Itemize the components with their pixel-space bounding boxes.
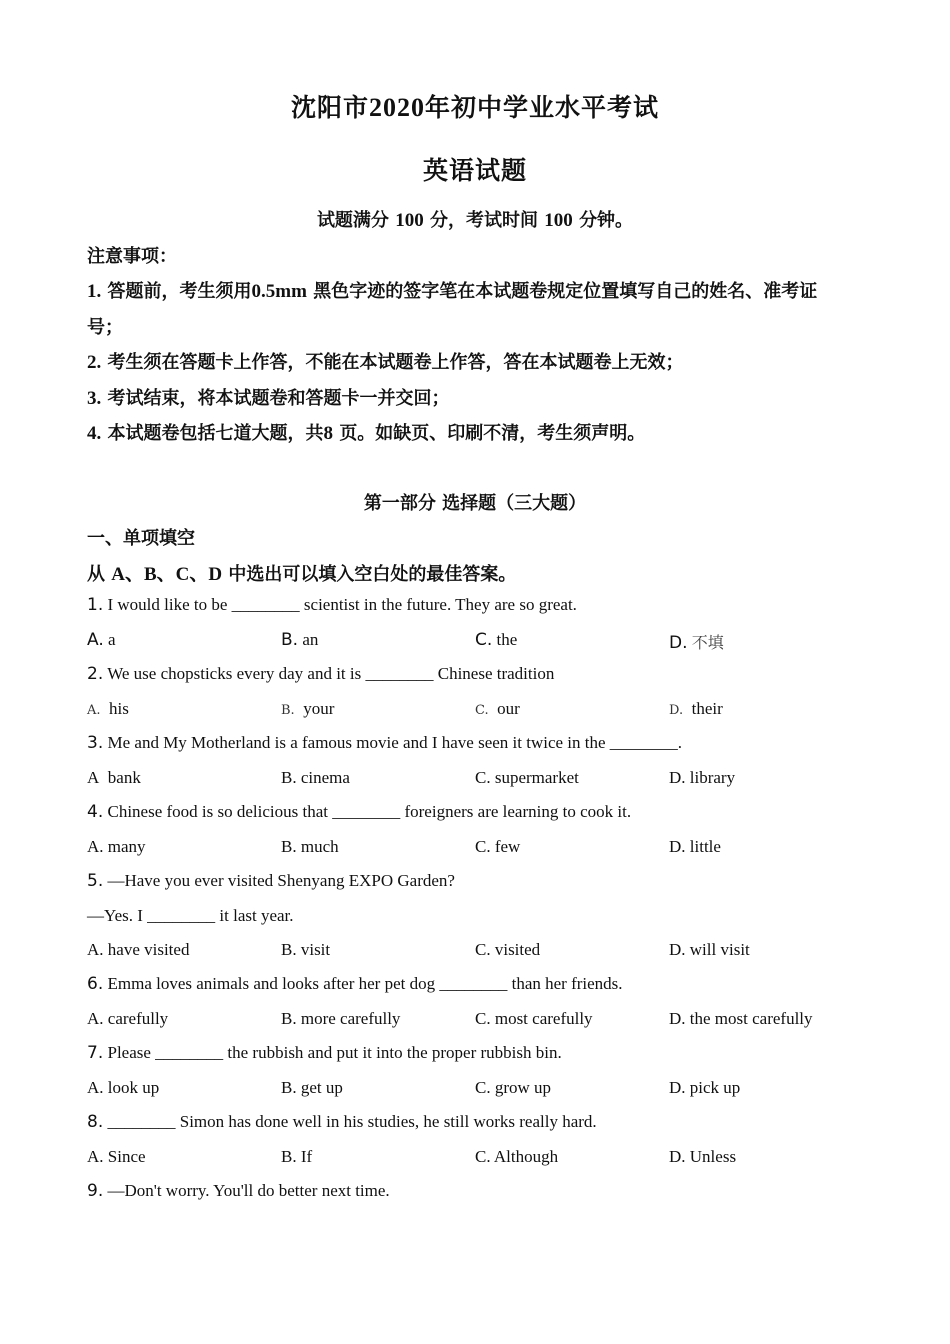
question-3 <box>87 733 867 753</box>
option-text: few <box>494 837 521 856</box>
option-a[interactable] <box>87 1009 168 1029</box>
info-text-b: 分，考试时间 <box>430 210 538 231</box>
option-letter: C. <box>475 837 491 856</box>
option-letter: B. <box>281 768 297 787</box>
option-text: carefully <box>107 1009 169 1028</box>
option-letter: D. <box>669 1009 686 1028</box>
question-number: 3. <box>87 733 104 753</box>
question-5-reply: —Yes. I ________ it last year. <box>87 906 294 925</box>
note-1-text-a: 答题前，考生须用 <box>107 281 252 302</box>
question-4-options <box>87 837 867 861</box>
instruction-text-a: 从 <box>87 564 105 585</box>
option-letter: D. <box>669 837 686 856</box>
section-instruction <box>87 559 867 586</box>
question-5-options <box>87 940 867 964</box>
option-letter: D. <box>669 940 686 959</box>
info-time: 100 <box>544 210 573 231</box>
option-b[interactable] <box>281 630 318 650</box>
option-a[interactable] <box>87 699 129 719</box>
option-text: the most carefully <box>689 1009 813 1028</box>
option-text: Since <box>107 1147 146 1166</box>
note-2-text: 考生须在答题卡上作答，不能在本试题卷上作答，答在本试题卷上无效； <box>107 352 684 373</box>
option-c[interactable] <box>475 699 520 719</box>
option-d[interactable] <box>669 1009 813 1029</box>
option-letter: B. <box>281 703 295 718</box>
option-text: our <box>497 699 520 718</box>
option-letter: A. <box>87 1147 104 1166</box>
note-4 <box>87 419 867 445</box>
option-text: a <box>107 630 116 649</box>
option-letter: C. <box>475 940 491 959</box>
option-text: more carefully <box>300 1009 401 1028</box>
note-2-number: 2. <box>87 352 102 373</box>
option-d[interactable] <box>669 1078 740 1098</box>
question-7-options <box>87 1078 867 1102</box>
option-text: his <box>109 699 129 718</box>
option-text: their <box>691 699 723 718</box>
option-a[interactable] <box>87 1147 146 1167</box>
option-text: visited <box>494 940 541 959</box>
question-text: Please ________ the rubbish and put it into the proper rubbish bin. <box>107 1043 562 1062</box>
question-number: 6. <box>87 974 104 994</box>
question-1 <box>87 595 867 615</box>
section-heading: 一、单项填空 <box>87 528 195 549</box>
note-4-number: 4. <box>87 423 102 444</box>
question-text: We use chopsticks every day and it is ________ Chinese tradition <box>107 664 555 683</box>
option-a[interactable] <box>87 940 189 960</box>
option-letter: B. <box>281 1078 297 1097</box>
option-letter: C. <box>475 630 493 650</box>
question-6 <box>87 974 867 994</box>
option-d[interactable] <box>669 837 721 857</box>
option-c[interactable] <box>475 1078 551 1098</box>
note-4-text-b: 页。如缺页、印刷不清，考生须声明。 <box>339 423 646 444</box>
note-3-number: 3. <box>87 388 102 409</box>
question-text: Me and My Motherland is a famous movie and I have seen it twice in the ________. <box>107 733 683 752</box>
option-a[interactable] <box>87 1078 159 1098</box>
option-letter: B. <box>281 837 297 856</box>
option-text: If <box>300 1147 313 1166</box>
question-9 <box>87 1181 867 1201</box>
option-a[interactable] <box>87 837 146 857</box>
note-1-mm: 0.5mm <box>251 281 307 302</box>
note-1 <box>87 277 867 303</box>
question-text: —Have you ever visited Shenyang EXPO Garden? <box>107 871 455 890</box>
question-8-options <box>87 1147 867 1171</box>
title-city: 沈阳市 <box>290 93 369 122</box>
option-letter: A. <box>87 940 104 959</box>
option-text: your <box>303 699 335 718</box>
note-4-pages: 8 <box>323 423 334 444</box>
option-b[interactable] <box>281 940 330 960</box>
option-c[interactable] <box>475 1009 593 1029</box>
option-b[interactable] <box>281 1078 343 1098</box>
option-text: will visit <box>689 940 750 959</box>
question-6-options <box>87 1009 867 1033</box>
question-2-options <box>87 699 867 723</box>
option-text: Unless <box>689 1147 737 1166</box>
option-text: cinema <box>300 768 350 787</box>
question-number: 2. <box>87 664 104 684</box>
option-letter: A <box>87 768 100 787</box>
option-b[interactable] <box>281 699 334 719</box>
option-a[interactable] <box>87 630 116 650</box>
question-number: 5. <box>87 871 104 891</box>
option-letter: B. <box>281 1147 297 1166</box>
option-text: look up <box>107 1078 160 1097</box>
info-text-a: 试题满分 <box>316 210 389 231</box>
option-b[interactable] <box>281 1147 312 1167</box>
part-title: 第一部分 选择题（三大题） <box>363 493 587 514</box>
note-1-number: 1. <box>87 281 102 302</box>
option-b[interactable] <box>281 837 339 857</box>
note-2 <box>87 348 867 374</box>
question-text: —Don't worry. You'll do better next time. <box>107 1181 390 1200</box>
question-3-options <box>87 768 867 792</box>
option-letter: D. <box>669 633 688 653</box>
note-3 <box>87 384 867 410</box>
option-text: bank <box>107 768 141 787</box>
note-4-text-a: 本试题卷包括七道大题，共 <box>107 423 324 444</box>
option-text: much <box>300 837 339 856</box>
exam-subtitle: 英语试题 <box>422 156 527 185</box>
option-b[interactable] <box>281 1009 400 1029</box>
question-text: Emma loves animals and looks after her pet dog ________ than her friends. <box>107 974 623 993</box>
question-number: 7. <box>87 1043 104 1063</box>
question-4 <box>87 802 867 822</box>
option-letter: C. <box>475 1078 491 1097</box>
option-letter: C. <box>475 703 489 718</box>
info-score: 100 <box>395 210 424 231</box>
option-letter: A. <box>87 703 101 718</box>
note-1-continued: 号； <box>87 317 123 338</box>
question-7 <box>87 1043 867 1063</box>
question-5 <box>87 871 867 891</box>
notes-heading: 注意事项： <box>87 246 177 267</box>
option-text: the <box>496 630 518 649</box>
title-year: 2020 <box>369 93 425 122</box>
option-letter: B. <box>281 940 297 959</box>
option-letter: D. <box>669 1147 686 1166</box>
option-letter: C. <box>475 768 491 787</box>
exam-info <box>0 206 950 232</box>
option-c[interactable] <box>475 940 540 960</box>
note-1-text-b: 黑色字迹的签字笔在本试题卷规定位置填写自己的姓名、准考证 <box>313 281 818 302</box>
option-letter: B. <box>281 1009 297 1028</box>
question-number: 4. <box>87 802 104 822</box>
option-letter: D. <box>669 768 686 787</box>
option-text: pick up <box>689 1078 741 1097</box>
title-rest: 年初中学业水平考试 <box>425 93 660 122</box>
instruction-letters: A、B、C、D <box>111 564 223 585</box>
option-c[interactable] <box>475 630 517 650</box>
option-letter: D. <box>669 1078 686 1097</box>
option-d[interactable] <box>669 1147 736 1167</box>
option-letter: C. <box>475 1009 491 1028</box>
option-letter: B. <box>281 630 299 650</box>
option-d[interactable] <box>669 768 735 788</box>
option-text: 不填 <box>691 633 724 652</box>
option-text: most carefully <box>494 1009 593 1028</box>
option-text: library <box>689 768 736 787</box>
option-text: grow up <box>494 1078 552 1097</box>
option-c[interactable] <box>475 768 579 788</box>
option-letter: A. <box>87 1009 104 1028</box>
question-text: Chinese food is so delicious that ________ foreigners are learning to cook it. <box>107 802 632 821</box>
question-number: 1. <box>87 595 104 615</box>
option-c[interactable] <box>475 1147 558 1167</box>
option-text: visit <box>300 940 331 959</box>
option-c[interactable] <box>475 837 520 857</box>
question-number: 8. <box>87 1112 104 1132</box>
option-text: Although <box>493 1147 559 1166</box>
instruction-text-b: 中选出可以填入空白处的最佳答案。 <box>228 564 517 585</box>
option-text: have visited <box>107 940 190 959</box>
option-letter: A. <box>87 837 104 856</box>
option-text: get up <box>300 1078 343 1097</box>
option-b[interactable] <box>281 768 350 788</box>
option-letter: A. <box>87 630 104 650</box>
option-d[interactable] <box>669 630 724 653</box>
option-text: supermarket <box>494 768 579 787</box>
info-text-c: 分钟。 <box>579 210 634 231</box>
option-letter: C. <box>475 1147 491 1166</box>
option-d[interactable] <box>669 940 750 960</box>
question-text: I would like to be ________ scientist in the future. They are so great. <box>107 595 577 614</box>
question-number: 9. <box>87 1181 104 1201</box>
question-text: ________ Simon has done well in his studies, he still works really hard. <box>107 1112 597 1131</box>
option-letter: D. <box>669 703 684 718</box>
option-letter: A. <box>87 1078 104 1097</box>
option-text: little <box>689 837 721 856</box>
option-d[interactable] <box>669 699 723 719</box>
option-a[interactable] <box>87 768 141 788</box>
option-text: many <box>107 837 146 856</box>
note-3-text: 考试结束，将本试题卷和答题卡一并交回； <box>107 388 450 409</box>
question-8 <box>87 1112 867 1132</box>
option-text: an <box>302 630 319 649</box>
exam-title <box>0 88 950 124</box>
question-1-options <box>87 630 867 654</box>
question-2 <box>87 664 867 684</box>
